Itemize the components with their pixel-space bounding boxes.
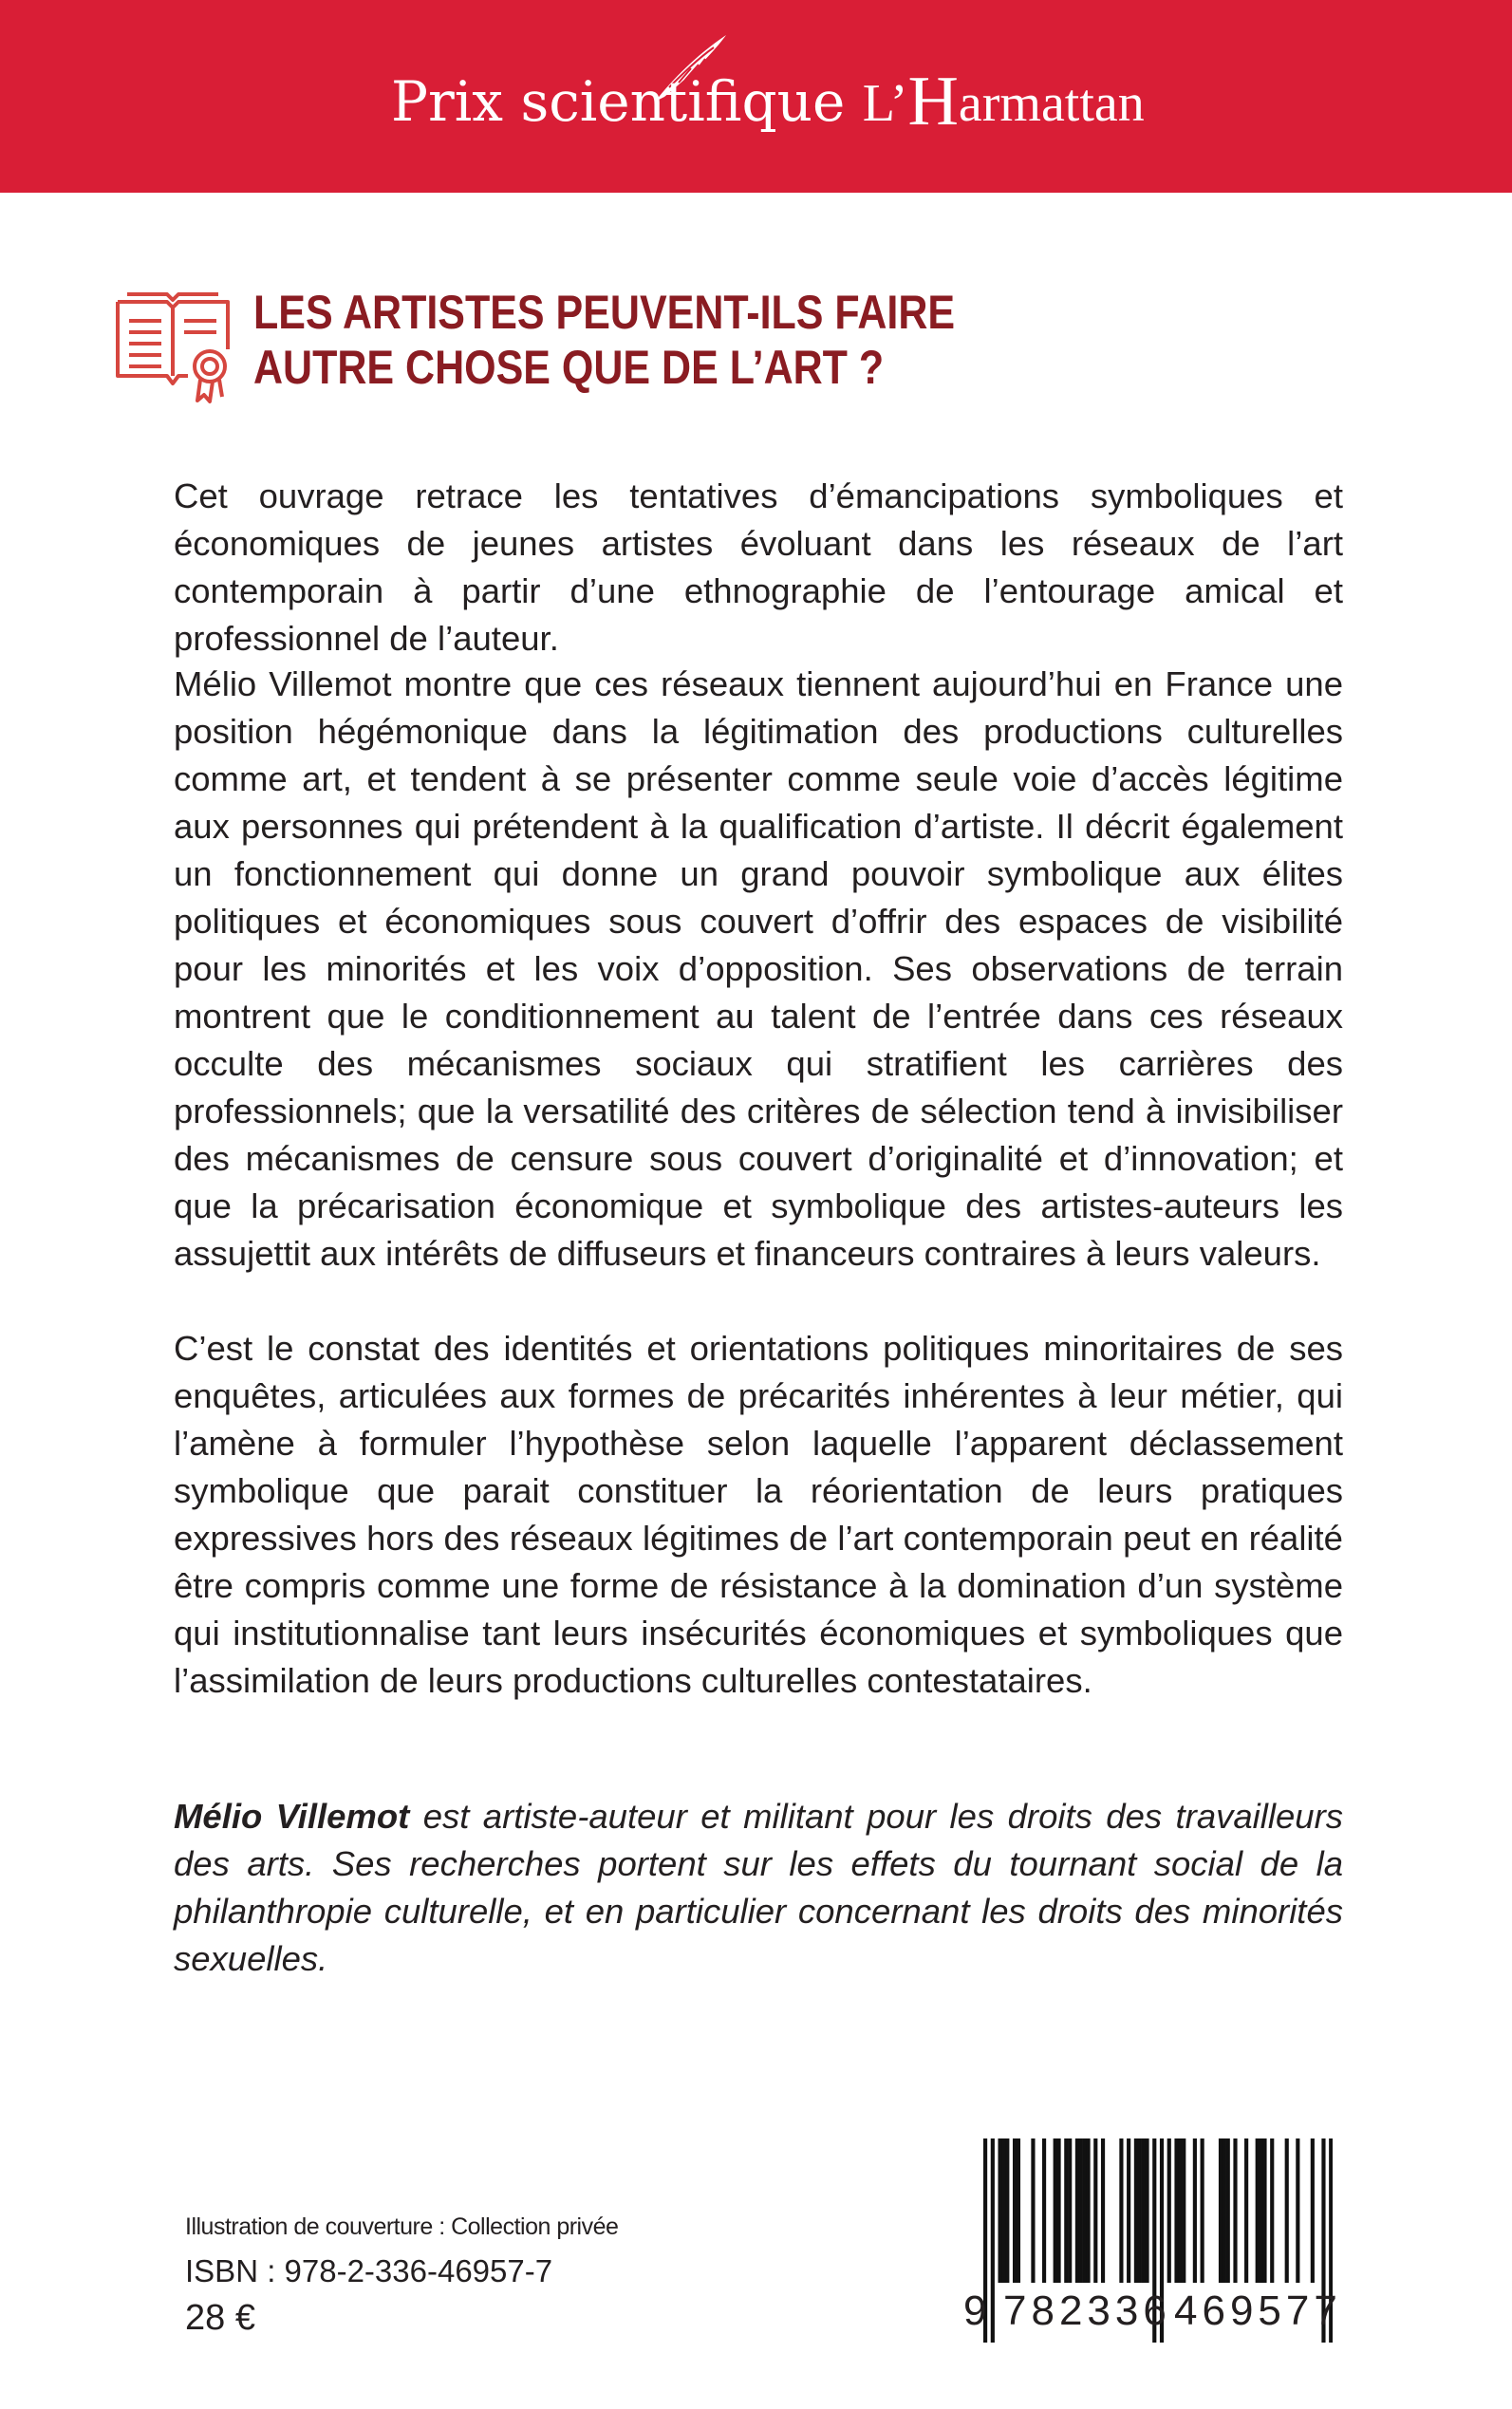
barcode-bar bbox=[1244, 2138, 1248, 2283]
barcode-bar bbox=[991, 2138, 995, 2343]
barcode-bar bbox=[1079, 2138, 1083, 2283]
barcode-digit-group-2: 469577 bbox=[1174, 2288, 1342, 2334]
barcode-digit-group-1: 782336 bbox=[1003, 2288, 1171, 2334]
barcode-bar bbox=[1178, 2138, 1182, 2283]
summary-paragraph-1: Cet ouvrage retrace les tentatives d’émancipations symboliques et économiques de jeunes artistes évoluant dans les réseaux de l’art contemporain à partir d’une ethnographie de l’entourage amical et professionnel de l’auteur. bbox=[174, 476, 1343, 658]
cover-illustration-credit: Illustration de couverture : Collection privée bbox=[185, 2213, 619, 2240]
barcode-bar bbox=[1270, 2138, 1274, 2283]
barcode-bar bbox=[1056, 2138, 1060, 2283]
isbn: ISBN : 978-2-336-46957-7 bbox=[185, 2253, 553, 2288]
barcode-bar bbox=[1219, 2138, 1223, 2283]
barcode-digit-lead: 9 bbox=[963, 2288, 987, 2334]
summary-paragraph-2: Mélio Villemot montre que ces réseaux tiennent aujourd’hui en France une position hégémonique dans la légitimation des productions culturelles comme art, et tendent à se présenter comme seule voie d’accès légitime aux personnes qui prétendent à la qualification d’artiste. Il décrit également un fonctionnement qui donne un grand pouvoir symbolique aux élites politiques et économiques sous couvert d’offrir des espaces de visibilité pour les minorités et les voix d’opposition. Ses observations de terrain montrent que le conditionnement au talent de l’entrée dans ces réseaux occulte des mécanismes sociaux qui stratifient les carrières des professionnels; que la versatilité des critères de sélection tend à invisibiliser des mécanismes de censure sous couvert d’originalité et d’innovation; et que la précarisation économique et symbolique des artistes-auteurs les assujettit aux intérêts de diffuseurs et financeurs contraires à leurs valeurs. bbox=[174, 664, 1343, 1273]
author-bio bbox=[174, 1793, 1343, 1983]
barcode-bar bbox=[1138, 2138, 1142, 2283]
barcode-bar bbox=[1119, 2138, 1123, 2283]
barcode-bar bbox=[1174, 2138, 1178, 2283]
barcode-bar bbox=[1193, 2138, 1197, 2283]
barcode-bar bbox=[1260, 2138, 1263, 2283]
barcode-bar bbox=[1233, 2138, 1237, 2283]
book-title-line-2: AUTRE CHOSE QUE DE L’ART ? bbox=[253, 341, 885, 394]
barcode-bar bbox=[1262, 2138, 1266, 2283]
barcode-bar bbox=[1075, 2138, 1079, 2283]
barcode-bar bbox=[1042, 2138, 1046, 2283]
barcode-bar bbox=[1017, 2138, 1020, 2283]
barcode-bar bbox=[1093, 2138, 1097, 2283]
publisher-logo: L’Harmattan bbox=[862, 63, 1145, 140]
barcode-bar bbox=[1054, 2138, 1057, 2283]
barcode-bar bbox=[1101, 2138, 1105, 2283]
barcode-bar bbox=[1226, 2138, 1230, 2283]
series-label: Prix scientifique bbox=[391, 69, 863, 134]
barcode-bar bbox=[1201, 2138, 1204, 2283]
barcode-bar bbox=[1068, 2138, 1072, 2283]
barcode-bar bbox=[1127, 2138, 1130, 2283]
book-certificate-icon bbox=[112, 290, 235, 404]
barcode-bar bbox=[1086, 2138, 1090, 2283]
barcode-bar bbox=[1167, 2138, 1171, 2283]
barcode-bar bbox=[1005, 2138, 1009, 2283]
book-title-line-1: LES ARTISTES PEUVENT-ILS FAIRE bbox=[253, 286, 956, 339]
barcode-bar bbox=[1001, 2138, 1005, 2283]
barcode-bar bbox=[1134, 2138, 1138, 2283]
barcode-bar bbox=[1064, 2138, 1068, 2283]
summary-paragraph-3: C’est le constat des identités et orientations politiques minoritaires de ses enquêtes, articulées aux formes de précarités inhérentes à leur métier, qui l’amène à formuler l’hypothèse selon laquelle l’apparent déclassement symbolique que parait constituer la réorientation de leurs pratiques expressives hors des réseaux légitimes de l’art contemporain peut en réalité être compris comme une forme de résistance à la domination d’un système qui institutionnalise tant leurs insécurités économiques et symboliques que l’assimilation de leurs productions culturelles contestataires. bbox=[174, 1329, 1343, 1700]
series-banner-title bbox=[391, 63, 1145, 140]
author-name: Mélio Villemot bbox=[174, 1797, 410, 1836]
barcode-bar bbox=[1285, 2138, 1289, 2283]
barcode-bar bbox=[1182, 2138, 1185, 2283]
barcode-bar bbox=[1083, 2138, 1087, 2283]
barcode-bar bbox=[1031, 2138, 1035, 2283]
barcode-bar bbox=[1296, 2138, 1299, 2283]
price: 28 € bbox=[185, 2298, 255, 2338]
barcode-bar bbox=[1256, 2138, 1260, 2283]
barcode-bar bbox=[1311, 2138, 1315, 2283]
barcode-bar bbox=[1145, 2138, 1148, 2283]
barcode-bar bbox=[1013, 2138, 1017, 2283]
barcode-bar bbox=[998, 2138, 1001, 2283]
book-title bbox=[253, 285, 1233, 395]
barcode-bar bbox=[1223, 2138, 1226, 2283]
barcode-bar bbox=[1142, 2138, 1146, 2283]
author-bio-text: est artiste-auteur et militant pour les droits des travailleurs des arts. Ses recherches portent sur les effets du tournant social de la philanthropie culturelle, et en particulier concernant les droits des minorités sexuelles. bbox=[174, 1797, 1343, 1978]
